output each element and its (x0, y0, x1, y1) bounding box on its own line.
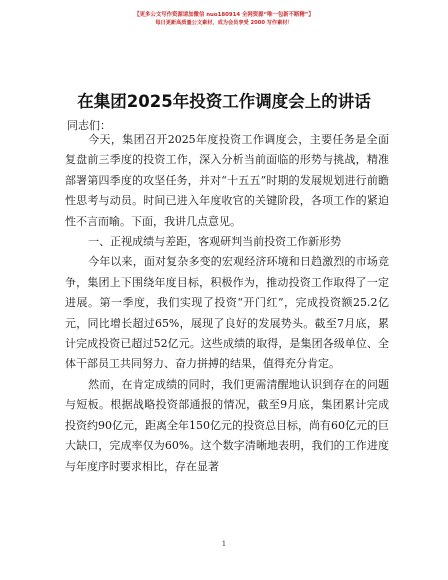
document-title: 在集团2025年投资工作调度会上的讲话 (77, 92, 371, 111)
section-heading-1: 一、正视成绩与差距，客观研判当前投资工作新形势 (88, 235, 342, 249)
document-body (65, 130, 389, 477)
promo-banner-line-1: 【更多公文写作资源请加微信 nuo180914 全网资源“唯一包新不断精”】 (134, 12, 314, 18)
paragraph-gaps: 然而，在肯定成绩的同时，我们更需清醒地认识到存在的问题与短板。根据战略投资部通报的情况，截至9月底，集团累计完成投资约90亿元，距离全年150亿元的投资总目标，尚有60亿元的巨大缺口，完成率仅为60%。这个数字清晰地表明，我们的工作进度与年度序时要求相比，存在显著 (65, 377, 389, 473)
page-number: 1 (221, 540, 227, 548)
promo-banner-line-2: 每日更新高质量公文素材，成为会员享受 2000 写作素材！ (155, 20, 293, 26)
paragraph-intro: 今天，集团召开2025年度投资工作调度会，主要任务是全面复盘前三季度的投资工作，深入分析当前面临的形势与挑战，精准部署第四季度的攻坚任务，并对“十五五”时期的发展规划进行前瞻性思考与动员。时间已进入年度收官的关键阶段，各项工作的紧迫性不言而喻。下面，我讲几点意见。 (65, 133, 389, 228)
paragraph-achievements: 今年以来，面对复杂多变的宏观经济环境和日趋激烈的市场竞争，集团上下围绕年度目标，积极作为，推动投资工作取得了一定进展。第一季度，我们实现了投资“开门红”，完成投资额25.2亿元，同比增长超过65%，展现了良好的发展势头。截至7月底，累计完成投资已超过52亿元。这些成绩的取得，是集团各级单位、全体干部员工共同努力、奋力拼搏的结果，值得充分肯定。 (65, 255, 389, 371)
salutation: 同志们： (67, 119, 111, 132)
